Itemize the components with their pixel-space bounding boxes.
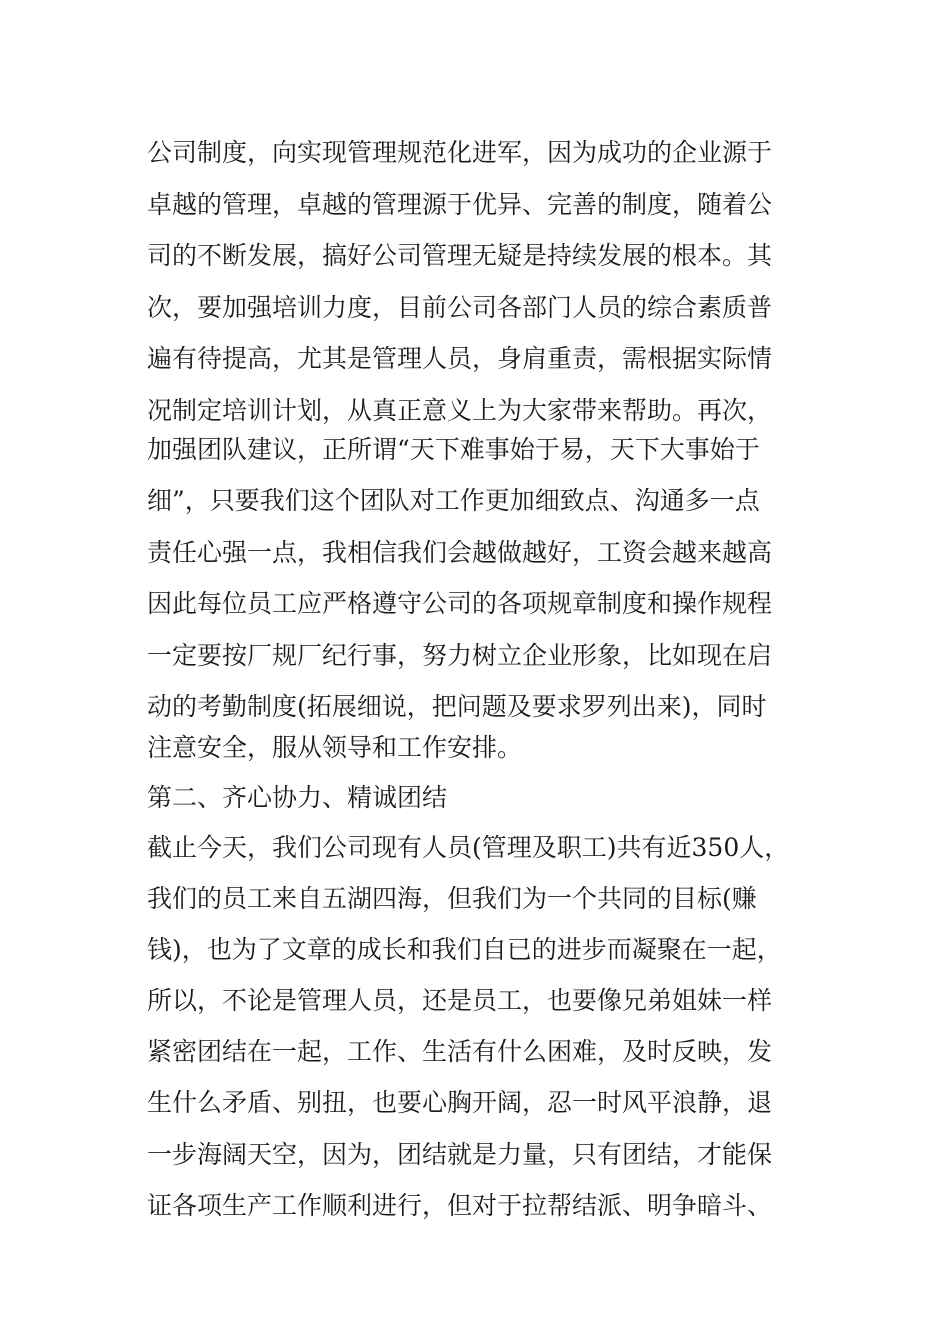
text-line: 司的不断发展，搞好公司管理无疑是持续发展的根本。其	[147, 241, 773, 270]
text-line: 证各项生产工作顺利进行，但对于拉帮结派、明争暗斗、	[147, 1191, 773, 1220]
text-line: 注意安全，服从领导和工作安排。	[147, 733, 523, 762]
text-line: 次，要加强培训力度，目前公司各部门人员的综合素质普	[147, 293, 773, 322]
text-line: 所以，不论是管理人员，还是员工，也要像兄弟姐妹一样	[147, 986, 773, 1015]
text-line: 卓越的管理，卓越的管理源于优异、完善的制度，随着公	[147, 190, 773, 219]
text-line: 动的考勤制度(拓展细说，把问题及要求罗列出来)，同时	[147, 692, 767, 721]
text-line: 加强团队建议，正所谓“天下难事始于易，天下大事始于	[147, 435, 760, 464]
text-line: 一定要按厂规厂纪行事，努力树立企业形象，比如现在启	[147, 641, 773, 670]
section-heading: 第二、齐心协力、精诚团结	[147, 783, 448, 812]
text-line: 我们的员工来自五湖四海，但我们为一个共同的目标(赚	[147, 884, 757, 913]
text-line: 截止今天，我们公司现有人员(管理及职工)共有近350人，	[147, 833, 790, 862]
text-line: 细”，只要我们这个团队对工作更加细致点、沟通多一点	[147, 486, 760, 515]
text-line: 一步海阔天空，因为，团结就是力量，只有团结，才能保	[147, 1140, 773, 1169]
text-line: 钱)，也为了文章的成长和我们自已的进步而凝聚在一起，	[147, 935, 782, 964]
text-line: 因此每位员工应严格遵守公司的各项规章制度和操作规程	[147, 589, 773, 618]
text-line: 遍有待提高，尤其是管理人员，身肩重责，需根据实际情	[147, 344, 773, 373]
text-line: 紧密团结在一起，工作、生活有什么困难，及时反映，发	[147, 1037, 773, 1066]
text-line: 公司制度，向实现管理规范化进军，因为成功的企业源于	[147, 138, 773, 167]
text-line: 况制定培训计划，从真正意义上为大家带来帮助。再次，	[147, 396, 773, 425]
text-line: 生什么矛盾、别扭，也要心胸开阔，忍一时风平浪静，退	[147, 1088, 773, 1117]
text-line: 责任心强一点，我相信我们会越做越好，工资会越来越高	[147, 538, 773, 567]
